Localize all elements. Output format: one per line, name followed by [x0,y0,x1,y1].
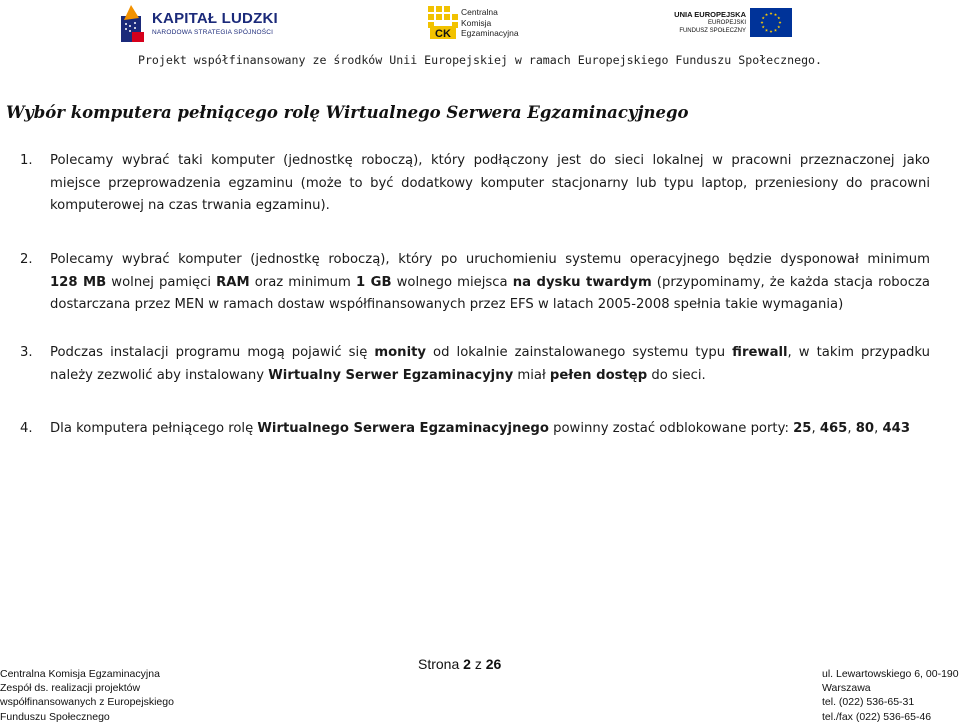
text-line [50,173,930,196]
text-run: komputerowej na czas trwania egzaminu). [50,198,330,213]
kapital-ludzki-emblem-icon [118,2,148,44]
list-item [20,249,930,317]
text-run: (przypominamy, że każda stacja robocza [651,274,930,290]
text-run: Polecamy wybrać taki komputer (jednostkę roboczą), który podłączony jest do sieci lokalnej w pracowni przeznaczonej jako [50,153,930,168]
text-line [50,272,930,295]
footer-line: tel. (022) 536-65-31 [822,696,915,709]
page-number [418,656,501,672]
list-item [20,418,930,441]
footer-line: ul. Lewartowskiego 6, 00-190 [822,668,959,680]
text-run: miejsce przeprowadzenia egzaminu (może to być dodatkowy komputer stacjonarny lub typu laptop, przeniesiony do pracowni [50,175,930,191]
eu-text-line: UNIA EUROPEJSKA [674,10,746,19]
project-funding-line: Projekt współfinansowany ze środków Unii Europejskiej w ramach Europejskiego Funduszu Społecznego. [137,53,823,67]
page-current: 2 [463,656,471,672]
eu-text-line: EUROPEJSKI [707,20,746,26]
text-run: , [874,421,883,436]
svg-text:CK: CK [435,28,451,40]
cke-name-line: Centralna [461,7,498,17]
footer-line: współfinansowanych z Europejskiego [0,696,174,709]
footer-line: tel./fax (022) 536-65-46 [822,710,932,723]
bold-text: 1 GB [355,274,392,290]
page-total: 26 [485,656,502,672]
bold-text: 443 [882,421,911,436]
bold-text: 465 [819,421,848,436]
text-line [50,365,930,388]
bold-text: RAM [216,274,250,290]
list-item-text [50,342,930,387]
text-run: , [847,421,856,436]
list-item [20,342,930,387]
document-title: Wybór komputera pełniącego rolę Wirtualnego Serwera Egzaminacyjnego [6,103,689,122]
list-item-number: 2. [20,252,33,267]
kapital-ludzki-title: KAPITAŁ LUDZKI [152,10,278,27]
eu-flag-icon [750,8,792,37]
text-run: oraz minimum [249,274,356,290]
text-line [50,294,930,317]
text-line [50,195,930,218]
text-run: , [811,421,820,436]
cke-name-line: Egzaminacyjna [461,28,519,38]
eu-text-line: FUNDUSZ SPOŁECZNY [679,28,746,34]
text-line [50,150,930,173]
list-item [20,150,930,218]
text-run: powinny zostać odblokowane porty: [548,421,794,436]
text-line [50,249,930,272]
kapital-ludzki-subtitle: NARODOWA STRATEGIA SPÓJNOŚCI [152,29,274,36]
footer-line: Centralna Komisja Egzaminacyjna [0,668,160,680]
bold-text: 25 [793,421,812,436]
text-line [50,342,930,365]
cke-name [461,7,519,39]
text-run: wolnego miejsca [391,274,513,290]
text-run: Podczas instalacji programu mogą pojawić się [50,345,375,360]
bold-text: 80 [855,421,875,436]
cke-name-line: Komisja [461,17,492,28]
page-label: Strona [418,656,460,672]
text-line [50,418,930,441]
bold-text: monity [374,345,426,360]
text-run: miał [513,367,550,383]
footer-address [822,667,959,724]
bold-text: Wirtualnego Serwera Egzaminacyjnego [257,421,549,436]
cke-logo [428,6,528,42]
text-run: od lokalnie zainstalowanego systemu typu [426,345,733,360]
footer-organization [0,667,174,724]
text-run: do sieci. [647,367,706,383]
cke-emblem-icon [428,6,458,40]
page-separator: z [474,656,482,672]
bold-text: pełen dostęp [549,367,648,383]
bold-text: na dysku twardym [512,274,652,290]
bold-text: firewall [732,345,788,360]
list-item-number: 3. [20,345,33,360]
text-run: Dla komputera pełniącego rolę [50,421,258,436]
list-item-text [50,418,930,441]
text-run: , w takim przypadku [787,345,930,360]
text-run: dostarczana przez MEN w ramach dostaw współfinansowanych przez EFS w latach 2005-2008 spełnia takie wymagania) [50,297,844,312]
list-item-number: 4. [20,421,33,436]
bold-text: Wirtualny Serwer Egzaminacyjny [268,367,514,383]
kapital-ludzki-logo [118,2,278,44]
footer-line: Warszawa [822,682,871,695]
eu-logo [674,8,792,40]
eu-text [674,11,746,35]
text-run: należy zezwolić aby instalowany [50,367,269,383]
list-item-number: 1. [20,153,33,168]
list-item-text [50,150,930,218]
bold-text: 128 MB [50,274,107,290]
list-item-text [50,249,930,317]
text-run: wolnej pamięci [106,274,217,290]
text-run: Polecamy wybrać komputer (jednostkę roboczą), który po uruchomieniu systemu operacyjnego będzie dysponował minimum [50,252,930,267]
footer-line: Zespół ds. realizacji projektów [0,682,141,695]
footer-line: Funduszu Społecznego [0,710,110,723]
